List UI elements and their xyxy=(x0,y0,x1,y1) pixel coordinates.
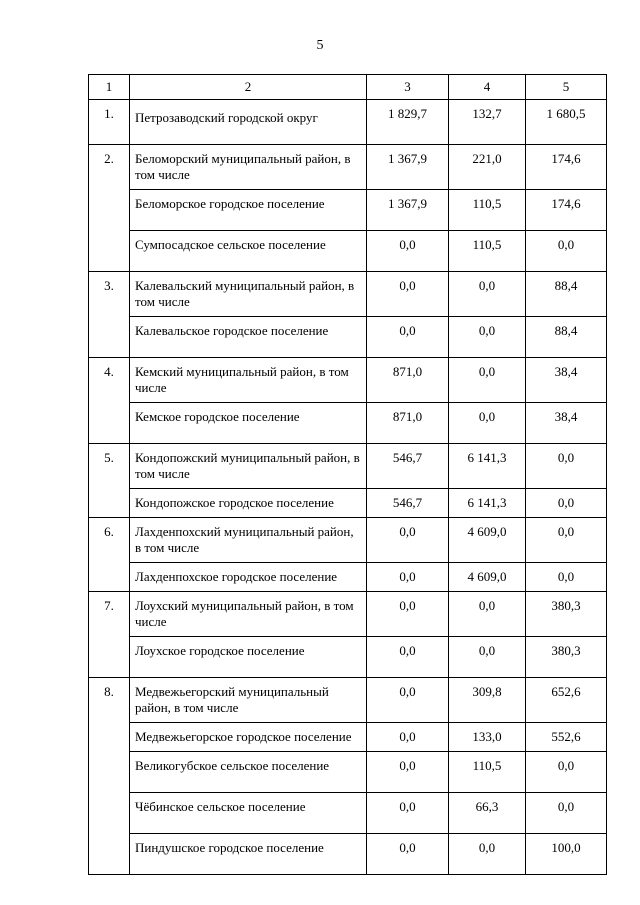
territory-name-cell: Кемское городское поселение xyxy=(130,403,367,444)
territory-name-cell: Медвежьегорское городское поселение xyxy=(130,723,367,752)
value-cell-c5: 0,0 xyxy=(526,752,607,793)
value-cell-c5: 38,4 xyxy=(526,403,607,444)
value-cell-c5: 0,0 xyxy=(526,563,607,592)
value-cell-c5: 552,6 xyxy=(526,723,607,752)
value-cell-c5: 174,6 xyxy=(526,190,607,231)
value-cell-c4: 4 609,0 xyxy=(449,563,526,592)
value-cell-c3: 0,0 xyxy=(367,834,449,875)
value-cell-c3: 871,0 xyxy=(367,403,449,444)
row-number-cell: 2. xyxy=(89,145,130,272)
value-cell-c5: 0,0 xyxy=(526,231,607,272)
value-cell-c5: 0,0 xyxy=(526,444,607,489)
value-cell-c3: 546,7 xyxy=(367,444,449,489)
value-cell-c4: 0,0 xyxy=(449,317,526,358)
territory-name-cell: Беломорский муниципальный район, в том числе xyxy=(130,145,367,190)
value-cell-c4: 110,5 xyxy=(449,231,526,272)
value-cell-c4: 110,5 xyxy=(449,190,526,231)
territory-name-cell: Медвежьегорский муниципальный район, в том числе xyxy=(130,678,367,723)
value-cell-c4: 6 141,3 xyxy=(449,444,526,489)
value-cell-c3: 0,0 xyxy=(367,752,449,793)
value-cell-c4: 0,0 xyxy=(449,358,526,403)
value-cell-c3: 0,0 xyxy=(367,793,449,834)
value-cell-c4: 133,0 xyxy=(449,723,526,752)
table-row xyxy=(89,145,607,190)
table-row xyxy=(89,272,607,317)
value-cell-c5: 38,4 xyxy=(526,358,607,403)
table-row xyxy=(89,358,607,403)
table-row xyxy=(89,444,607,489)
value-cell-c5: 652,6 xyxy=(526,678,607,723)
table-row xyxy=(89,723,607,752)
value-cell-c3: 1 367,9 xyxy=(367,190,449,231)
value-cell-c3: 0,0 xyxy=(367,231,449,272)
value-cell-c5: 100,0 xyxy=(526,834,607,875)
table-row xyxy=(89,834,607,875)
row-number-cell: 6. xyxy=(89,518,130,592)
table-header-row xyxy=(89,75,607,100)
value-cell-c5: 1 680,5 xyxy=(526,100,607,145)
table-row xyxy=(89,100,607,145)
value-cell-c3: 0,0 xyxy=(367,637,449,678)
header-cell-3: 3 xyxy=(367,75,449,100)
table-row xyxy=(89,793,607,834)
value-cell-c4: 0,0 xyxy=(449,637,526,678)
value-cell-c5: 380,3 xyxy=(526,637,607,678)
table-row xyxy=(89,518,607,563)
value-cell-c4: 110,5 xyxy=(449,752,526,793)
value-cell-c3: 871,0 xyxy=(367,358,449,403)
table-body xyxy=(89,75,607,875)
row-number-cell: 8. xyxy=(89,678,130,875)
territory-name-cell: Беломорское городское поселение xyxy=(130,190,367,231)
table-row xyxy=(89,637,607,678)
value-cell-c5: 0,0 xyxy=(526,518,607,563)
table-row xyxy=(89,190,607,231)
value-cell-c3: 0,0 xyxy=(367,317,449,358)
header-cell-5: 5 xyxy=(526,75,607,100)
header-cell-1: 1 xyxy=(89,75,130,100)
table-row xyxy=(89,592,607,637)
territory-name-cell: Великогубское сельское поселение xyxy=(130,752,367,793)
territory-name-cell: Калевальское городское поселение xyxy=(130,317,367,358)
value-cell-c3: 546,7 xyxy=(367,489,449,518)
value-cell-c4: 0,0 xyxy=(449,272,526,317)
value-cell-c5: 88,4 xyxy=(526,272,607,317)
value-cell-c5: 88,4 xyxy=(526,317,607,358)
row-number-cell: 1. xyxy=(89,100,130,145)
table-row xyxy=(89,678,607,723)
value-cell-c5: 380,3 xyxy=(526,592,607,637)
table-row xyxy=(89,563,607,592)
table-row xyxy=(89,752,607,793)
territory-name-cell: Кондопожский муниципальный район, в том числе xyxy=(130,444,367,489)
value-cell-c4: 6 141,3 xyxy=(449,489,526,518)
territory-name-cell: Сумпосадское сельское поселение xyxy=(130,231,367,272)
value-cell-c3: 0,0 xyxy=(367,723,449,752)
value-cell-c4: 0,0 xyxy=(449,834,526,875)
header-cell-2: 2 xyxy=(130,75,367,100)
territory-name-cell: Калевальский муниципальный район, в том числе xyxy=(130,272,367,317)
value-cell-c3: 1 829,7 xyxy=(367,100,449,145)
value-cell-c4: 4 609,0 xyxy=(449,518,526,563)
data-table xyxy=(88,74,607,875)
header-cell-4: 4 xyxy=(449,75,526,100)
territory-name-cell: Петрозаводский городской округ xyxy=(130,100,367,145)
row-number-cell: 5. xyxy=(89,444,130,518)
table-row xyxy=(89,231,607,272)
value-cell-c3: 0,0 xyxy=(367,518,449,563)
territory-name-cell: Кондопожское городское поселение xyxy=(130,489,367,518)
value-cell-c4: 221,0 xyxy=(449,145,526,190)
territory-name-cell: Пиндушское городское поселение xyxy=(130,834,367,875)
value-cell-c3: 0,0 xyxy=(367,272,449,317)
table-row xyxy=(89,403,607,444)
page-number: 5 xyxy=(316,38,324,53)
value-cell-c4: 132,7 xyxy=(449,100,526,145)
value-cell-c4: 0,0 xyxy=(449,592,526,637)
territory-name-cell: Лоухское городское поселение xyxy=(130,637,367,678)
value-cell-c5: 174,6 xyxy=(526,145,607,190)
territory-name-cell: Чёбинское сельское поселение xyxy=(130,793,367,834)
table-row xyxy=(89,489,607,518)
territory-name-cell: Лахденпохский муниципальный район, в том числе xyxy=(130,518,367,563)
value-cell-c3: 1 367,9 xyxy=(367,145,449,190)
value-cell-c4: 0,0 xyxy=(449,403,526,444)
value-cell-c3: 0,0 xyxy=(367,592,449,637)
value-cell-c5: 0,0 xyxy=(526,489,607,518)
value-cell-c5: 0,0 xyxy=(526,793,607,834)
territory-name-cell: Кемский муниципальный район, в том числе xyxy=(130,358,367,403)
row-number-cell: 4. xyxy=(89,358,130,444)
row-number-cell: 7. xyxy=(89,592,130,678)
value-cell-c3: 0,0 xyxy=(367,678,449,723)
table-row xyxy=(89,317,607,358)
value-cell-c3: 0,0 xyxy=(367,563,449,592)
value-cell-c4: 66,3 xyxy=(449,793,526,834)
value-cell-c4: 309,8 xyxy=(449,678,526,723)
territory-name-cell: Лахденпохское городское поселение xyxy=(130,563,367,592)
territory-name-cell: Лоухский муниципальный район, в том числе xyxy=(130,592,367,637)
row-number-cell: 3. xyxy=(89,272,130,358)
